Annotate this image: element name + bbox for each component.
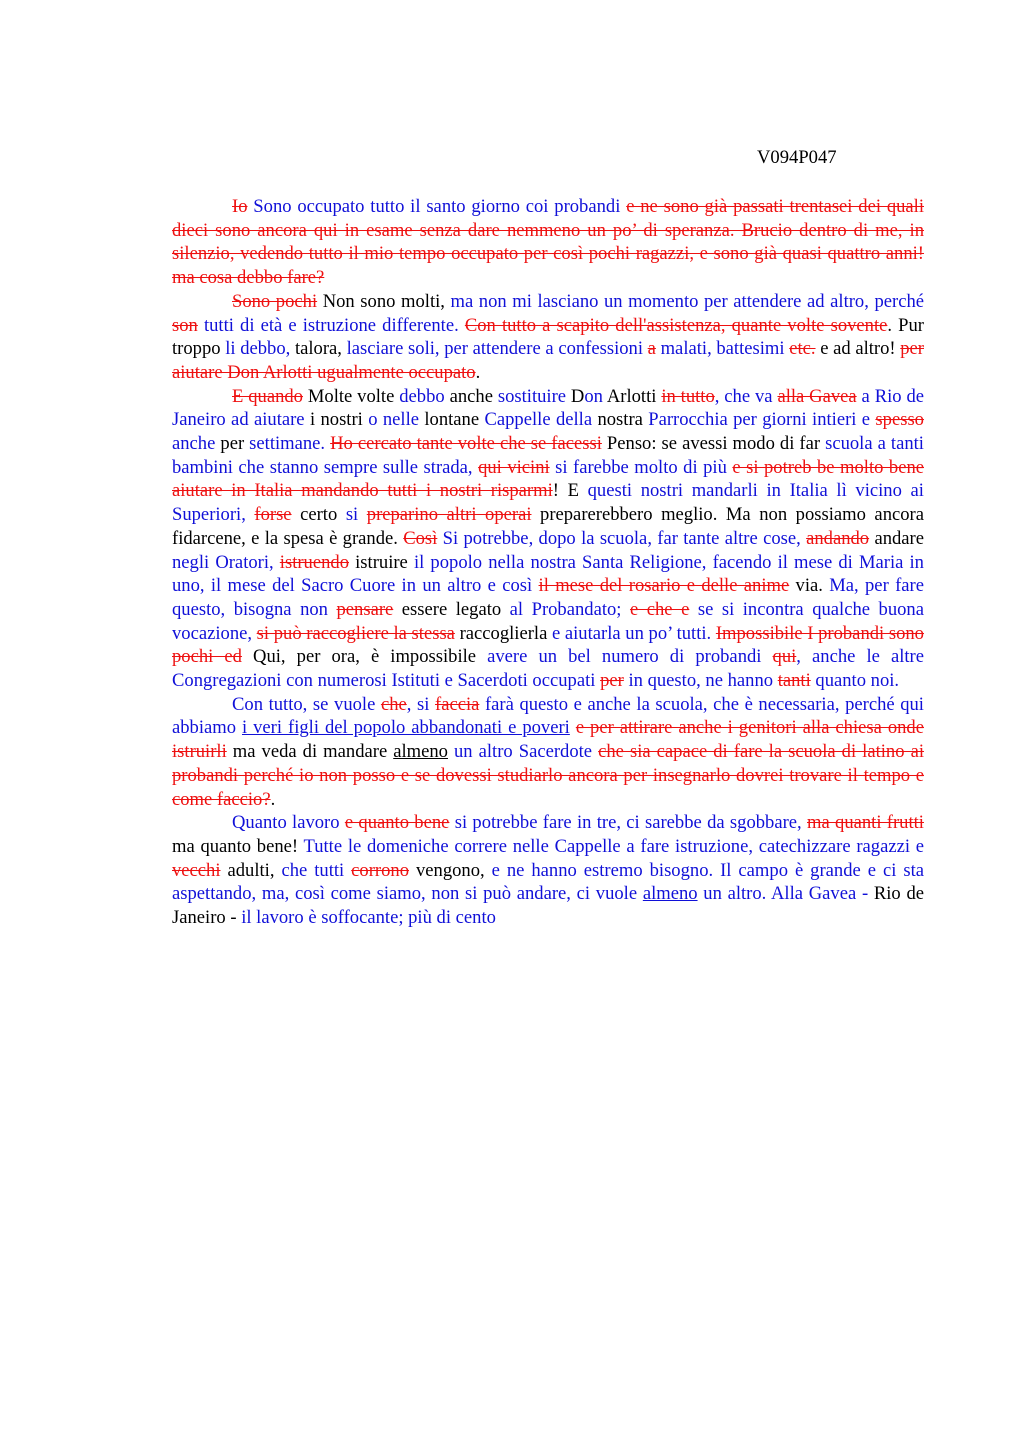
inserted-text: o nelle <box>368 409 425 431</box>
underlined-text: almeno <box>393 741 448 763</box>
original-text: nostra <box>597 409 649 431</box>
original-text: via. <box>789 575 830 597</box>
inserted-text: Cappelle della <box>484 409 598 431</box>
deleted-text: che <box>380 693 407 715</box>
original-text: . Pur troppo <box>172 314 924 360</box>
inserted-text: li debbo, <box>225 338 295 360</box>
inserted-text: Sono occupato tutto il santo giorno coi probandi <box>247 196 627 217</box>
paragraph <box>172 195 924 290</box>
inserted-text: a Rio de Janeiro ad aiutare <box>172 385 924 431</box>
inserted-text: lasciare soli, per attendere a confessioni <box>346 338 648 360</box>
deleted-text: pensare <box>336 598 394 620</box>
original-text: essere legato <box>393 598 510 620</box>
inserted-text: si farebbe molto di più <box>549 456 733 478</box>
deleted-text: faccia <box>435 693 480 715</box>
inserted-text: sostituire <box>497 385 571 407</box>
paragraph <box>172 290 924 385</box>
original-text: Arlotti <box>606 385 657 407</box>
original-text: andare <box>869 527 924 549</box>
inserted-text: Tutte le domeniche correre nelle Cappelle a fare istruzione, catechizzare ragazzi e <box>303 835 924 857</box>
deleted-text: Con tutto a scapito dell'assistenza, quante volte sovente <box>464 314 888 336</box>
inserted-text: e aiutarla un po’ tutti. <box>551 622 716 644</box>
inserted-text: malati, battesimi <box>655 338 790 360</box>
inserted-text: tutti di età e istruzione differente. <box>197 314 465 336</box>
original-text: i nostri <box>309 409 369 431</box>
original-text: Qui, per ora, è impossibile <box>241 646 488 668</box>
deleted-text: e ne sono già passati trentasei dei quali dieci sono ancora qui in esame senza dare nemmeno un po’ di speranza. Brucio dentro di me, in silenzio, vedendo tutto il mio tempo occupato per così pochi ragazzi, e sono già quasi quattro anni! ma cosa debbo fare? <box>172 196 924 289</box>
deleted-text: e si potreb be molto bene aiutare in Italia mandando tutti i nostri risparmi <box>172 456 924 502</box>
original-text: anche <box>444 385 498 407</box>
original-text: per <box>220 433 250 455</box>
deleted-text: spesso <box>875 409 924 431</box>
deleted-text: a <box>647 338 656 360</box>
inserted-text: , che va <box>714 385 778 407</box>
inserted-text: che tutti <box>281 859 352 881</box>
deleted-text: andando <box>806 527 870 549</box>
inserted-underlined-text: almeno <box>642 883 698 905</box>
original-text: Rio de Janeiro - <box>172 883 924 929</box>
deleted-text: preparino altri operai <box>366 504 532 526</box>
deleted-text: Sono pochi <box>232 290 318 312</box>
original-text: D <box>570 385 585 407</box>
inserted-text: ma non mi lasciano un momento per attendere ad altro, perché <box>450 290 924 312</box>
deleted-text: e che e <box>629 598 690 620</box>
original-text: certo <box>291 504 346 526</box>
inserted-text: , anche le altre Congregazioni con numerosi Istituti e Sacerdoti occupati <box>172 646 924 692</box>
inserted-text: se si incontra qualche buona vocazione, <box>172 598 924 644</box>
deleted-text: E quando <box>232 385 303 407</box>
inserted-text: negli Oratori, <box>172 551 280 573</box>
inserted-text: quanto noi. <box>810 670 900 692</box>
deleted-text: Ho cercato tante volte che se facessi <box>330 433 602 455</box>
deleted-text: vecchi <box>172 859 221 881</box>
original-text: . <box>270 788 276 810</box>
deleted-text: istruendo <box>279 551 349 573</box>
original-text: talora, <box>294 338 347 360</box>
inserted-text: Quanto lavoro <box>232 812 345 834</box>
inserted-text: in questo, ne hanno <box>623 670 778 692</box>
deleted-text: qui vicini <box>478 456 550 478</box>
inserted-text: al Probandato; <box>509 598 630 620</box>
deleted-text: si può raccogliere la stessa <box>256 622 455 644</box>
deleted-text: Io <box>232 196 248 217</box>
inserted-text: e ne hanno estremo bisogno. Il campo è grande e ci sta aspettando, ma, così come siamo, non si può andare, ci vuole <box>172 859 924 905</box>
inserted-text: si <box>345 504 367 526</box>
paragraph <box>172 385 924 693</box>
inserted-text: Ma, per fare questo, bisogna non <box>172 575 924 620</box>
deleted-text: per aiutare Don Arlotti ugualmente occupato <box>172 338 924 383</box>
deleted-text: son <box>172 314 198 336</box>
original-text: ma quanto bene! <box>172 835 304 857</box>
original-text: lontane <box>424 409 485 431</box>
original-text: . <box>475 361 481 383</box>
paragraph <box>172 693 924 812</box>
original-text: Penso: se avessi modo di far <box>601 433 826 455</box>
original-text: Molte volte <box>302 385 400 407</box>
original-text: vengono, <box>409 859 492 881</box>
deleted-text: per <box>600 670 624 692</box>
inserted-text: Parrocchia per giorni intieri e <box>648 409 876 431</box>
inserted-text: Con tutto, se vuole <box>232 693 381 715</box>
original-text: Non sono molti, <box>317 290 451 312</box>
inserted-text: questi nostri mandarli in Italia lì vicino ai Superiori, <box>172 480 924 526</box>
original-text: adulti, <box>220 859 282 881</box>
inserted-underlined-text: i veri figli del popolo abbandonati e poveri <box>242 717 570 739</box>
inserted-text: un altro. Alla Gavea - <box>697 883 874 905</box>
inserted-text: il lavoro è soffocante; più di cento <box>241 907 496 929</box>
original-text: e ad altro! <box>815 338 901 360</box>
deleted-text: in tutto <box>661 385 715 407</box>
deleted-text: corrono <box>351 859 409 881</box>
inserted-text: , si <box>406 693 435 715</box>
deleted-text: qui <box>772 646 797 668</box>
inserted-text: scuola a tanti bambini che stanno sempre sulle strada, <box>172 433 924 478</box>
page-code: V094P047 <box>757 147 837 168</box>
deleted-text: e quanto bene <box>344 812 450 834</box>
deleted-text: forse <box>254 504 292 526</box>
original-text: ma veda di mandare <box>226 741 394 763</box>
inserted-text: debbo <box>399 385 445 407</box>
deleted-text: ma quanti frutti <box>807 812 924 834</box>
original-text: raccoglierla <box>454 622 552 644</box>
deleted-text: il mese del rosario e delle anime <box>538 575 790 597</box>
inserted-text: si potrebbe fare in tre, ci sarebbe da sgobbare, <box>449 812 807 834</box>
inserted-text: il popolo nella nostra Santa Religione, facendo il mese di Maria in uno, il mese del Sacro Cuore in un altro e così <box>172 551 924 597</box>
inserted-text: Si potrebbe, dopo la scuola, far tante altre cose, <box>437 527 807 549</box>
deleted-text: che sia capace di fare la scuola di latino ai probandi perché io non posso e se dovessi studiarlo ancora per insegnarlo dovrei trovare il tempo e come faccio? <box>172 741 924 810</box>
inserted-text: settimane. <box>249 433 331 455</box>
inserted-text: farà questo e anche la scuola, che è necessaria, perché qui abbiamo <box>172 693 924 739</box>
original-text: ! E <box>552 480 588 502</box>
original-text: istruire <box>349 551 414 573</box>
deleted-text: Impossibile I probandi sono pochi ed <box>172 622 924 668</box>
deleted-text: tanti <box>777 670 811 692</box>
inserted-text: anche <box>172 433 221 455</box>
original-text: preparerebbero meglio. Ma non possiamo ancora fidarcene, e la spesa è grande. <box>172 504 924 549</box>
deleted-text: Così <box>403 527 438 549</box>
paragraph <box>172 811 924 930</box>
inserted-text: un altro Sacerdote <box>447 741 599 763</box>
deleted-text: alla Gavea <box>777 385 857 407</box>
inserted-text: avere un bel numero di probandi <box>487 646 773 668</box>
deleted-text: etc. <box>789 338 816 360</box>
deleted-text: e per attirare anche i genitori alla chiesa onde istruirli <box>172 717 924 763</box>
letter-body <box>172 195 924 930</box>
inserted-text: on <box>584 385 607 407</box>
